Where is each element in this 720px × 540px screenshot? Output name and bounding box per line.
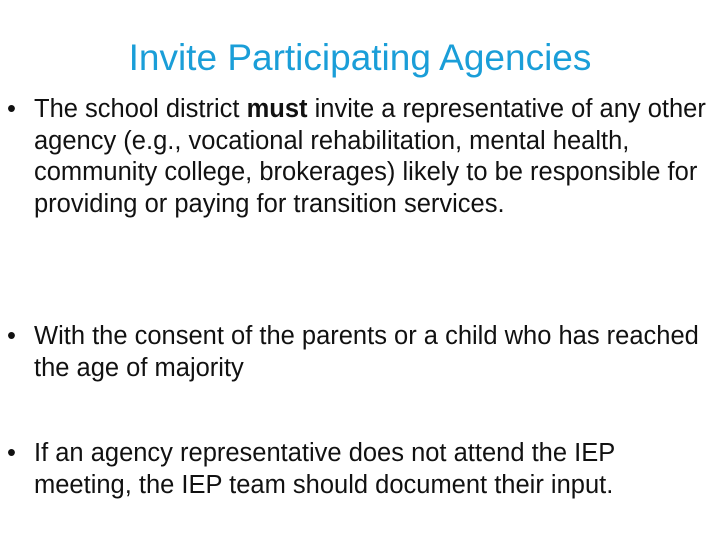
bullet-dot-icon: •	[7, 439, 16, 467]
bullet-dot-icon: •	[7, 322, 16, 350]
bullet-text-pre: The school district	[34, 95, 247, 123]
bullet-text: With the consent of the parents or a child who has reached the age of majority	[34, 322, 699, 382]
bullet-text: If an agency representative does not attend the IEP meeting, the IEP team should document their input.	[34, 439, 615, 499]
bullet-dot-icon: •	[7, 95, 16, 123]
bullet-text-emphasis: must	[246, 95, 308, 123]
bullet-text-post: invite a representative of any other agency (e.g., vocational rehabilitation, mental health, community college, brokerages) likely to be responsible for providing or paying for transition services.	[34, 95, 706, 218]
bullet-item-document-input	[7, 438, 710, 501]
slide-title: Invite Participating Agencies	[128, 37, 592, 78]
bullet-item-consent	[7, 321, 710, 384]
bullet-item-invite-agency	[7, 94, 710, 220]
